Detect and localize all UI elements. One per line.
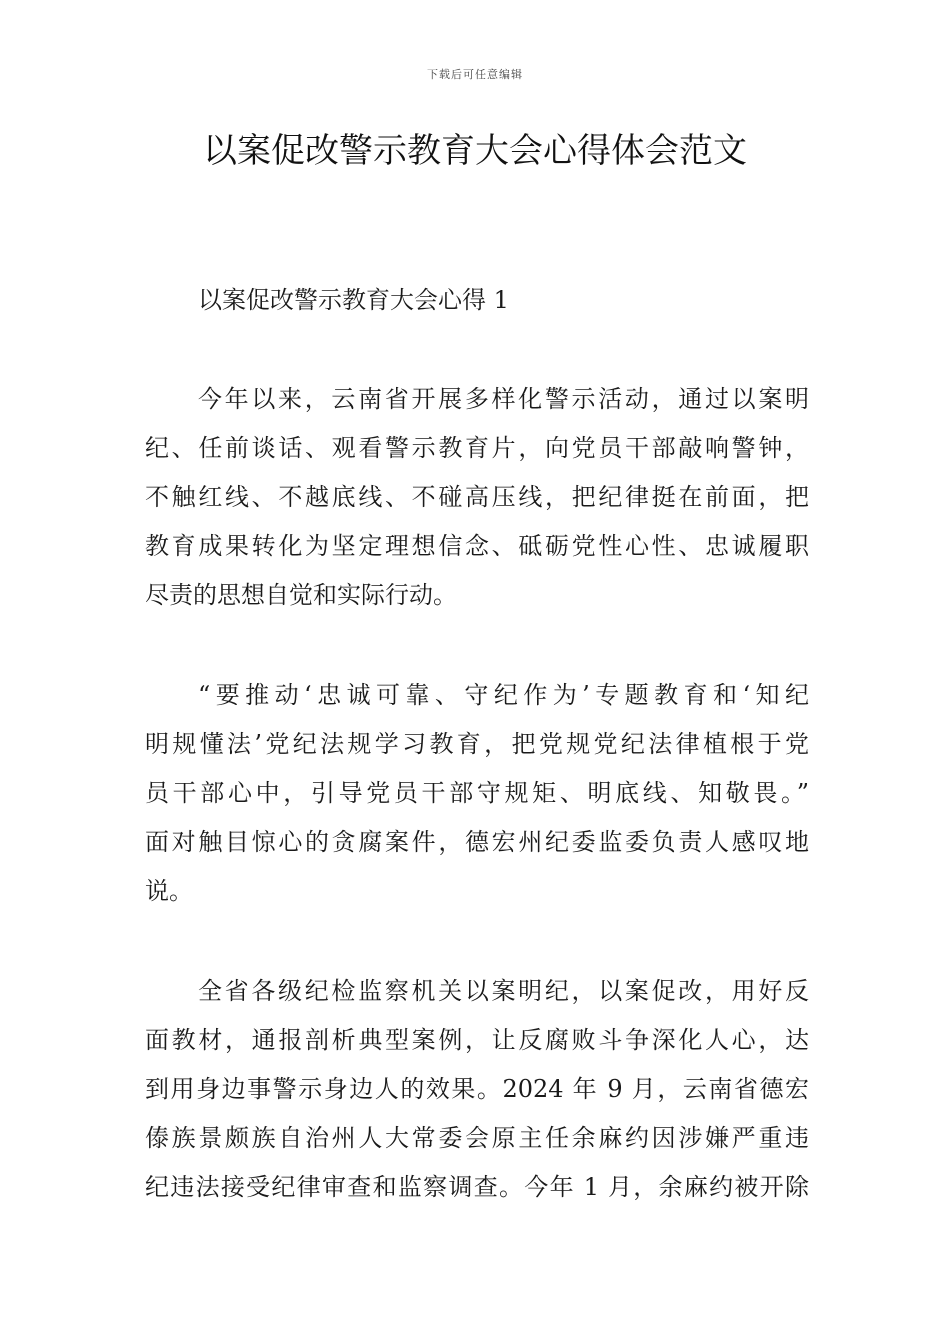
paragraph-1 — [145, 375, 809, 620]
section-heading: 以案促改警示教育大会心得 1 — [198, 286, 509, 314]
paragraph-3 — [145, 967, 809, 1212]
paragraph-line: “要推动‘忠诚可靠、守纪作为’专题教育和‘知纪 — [198, 681, 809, 709]
paragraph-line: 全省各级纪检监察机关以案明纪，以案促改，用好反 — [198, 977, 809, 1005]
paragraph-line: 今年以来，云南省开展多样化警示活动，通过以案明 — [198, 385, 809, 413]
paragraph-line: 面教材，通报剖析典型案例，让反腐败斗争深化人心，达 — [145, 1026, 809, 1054]
paragraph-line: 员干部心中，引导党员干部守规矩、明底线、知敬畏。” — [145, 779, 809, 807]
paragraph-line: 面对触目惊心的贪腐案件，德宏州纪委监委负责人感叹地 — [145, 828, 809, 856]
paragraph-line: 教育成果转化为坚定理想信念、砥砺党性心性、忠诚履职 — [145, 532, 809, 560]
header-note: 下载后可任意编辑 — [427, 68, 523, 81]
paragraph-line: 傣族景颇族自治州人大常委会原主任余麻约因涉嫌严重违 — [145, 1124, 809, 1152]
paragraph-2 — [145, 671, 809, 916]
paragraph-line: 明规懂法’党纪法规学习教育，把党规党纪法律植根于党 — [145, 730, 809, 758]
paragraph-line: 说。 — [145, 877, 193, 905]
paragraph-line: 纪、任前谈话、观看警示教育片，向党员干部敲响警钟， — [145, 434, 809, 462]
paragraph-line: 尽责的思想自觉和实际行动。 — [145, 581, 457, 609]
paragraph-line: 不触红线、不越底线、不碰高压线，把纪律挺在前面，把 — [145, 483, 809, 511]
paragraph-line: 到用身边事警示身边人的效果。2024 年 9 月，云南省德宏 — [145, 1075, 809, 1103]
document-title: 以案促改警示教育大会心得体会范文 — [203, 131, 747, 171]
paragraph-line: 纪违法接受纪律审查和监察调查。今年 1 月，余麻约被开除 — [145, 1173, 809, 1201]
